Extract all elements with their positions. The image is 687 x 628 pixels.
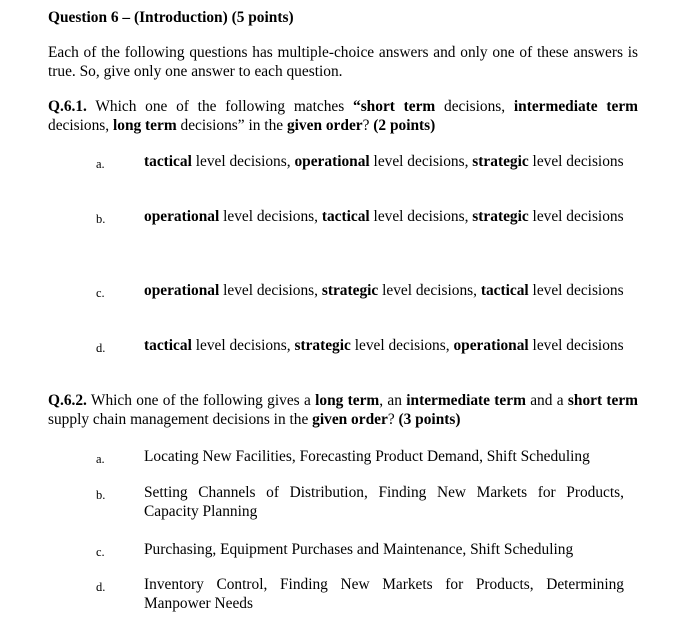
option-emphasis: tactical [144,337,192,354]
option-emphasis: strategic [472,208,529,225]
option-text: level decisions, [219,208,322,225]
prompt-text: , an [379,392,407,409]
question-number: Q.6.2. [48,392,87,409]
q2-option-a[interactable]: Locating New Facilities, Forecasting Product Demand, Shift Scheduling [144,448,590,465]
option-letter-b: b. [96,488,106,502]
q2-option-d[interactable]: Inventory Control, Finding New Markets for Products, Determining Manpower Needs [144,576,624,612]
prompt-text: ? [387,411,399,428]
q2-option-b[interactable]: Setting Channels of Distribution, Finding New Markets for Products, Capacity Planning [144,484,624,520]
option-emphasis: strategic [472,153,529,170]
q1-option-b[interactable] [144,207,624,226]
option-emphasis: operational [144,208,220,225]
q2-option-c[interactable]: Purchasing, Equipment Purchases and Maintenance, Shift Scheduling [144,541,574,558]
option-text: level decisions, [369,153,473,170]
option-emphasis: tactical [144,153,192,170]
option-text: level decisions [528,208,624,225]
prompt-emphasis: short term [567,392,639,409]
prompt-text: Which one of the following matches [86,98,353,115]
prompt-emphasis: given order [312,411,388,428]
points-label: (2 points) [373,117,436,134]
prompt-emphasis: intermediate term [513,98,638,115]
option-text: level decisions, [369,208,473,225]
points-label: (3 points) [398,411,461,428]
option-text: level decisions, [191,337,295,354]
option-text: level decisions [528,282,624,299]
prompt-emphasis: given order [286,117,363,134]
option-emphasis: operational [144,282,220,299]
option-letter-d: d. [96,580,106,594]
prompt-emphasis: long term [112,117,177,134]
instructions-paragraph: Each of the following questions has multiple-choice answers and only one of these answers is true. So, give only one answer to each question. [48,44,638,80]
option-text: level decisions [528,153,624,170]
option-emphasis: tactical [321,208,370,225]
option-emphasis: tactical [480,282,529,299]
option-emphasis: strategic [294,337,351,354]
option-emphasis: strategic [321,282,379,299]
option-letter-a: a. [96,452,105,466]
prompt-emphasis: long term [315,392,380,409]
option-emphasis: operational [294,153,370,170]
question-heading: Question 6 – (Introduction) (5 points) [48,9,294,26]
prompt-emphasis: intermediate term [406,392,526,409]
question-6-1-prompt [48,97,638,135]
option-text: level decisions [528,337,624,354]
option-letter-d: d. [96,341,106,355]
option-letter-b: b. [96,212,106,226]
question-number: Q.6.1. [48,98,87,115]
prompt-text: decisions, [48,117,113,134]
option-letter-c: c. [96,545,105,559]
option-emphasis: operational [453,337,529,354]
prompt-text: Which one of the following gives a [86,392,316,409]
option-letter-a: a. [96,157,105,171]
question-6-2-prompt [48,391,638,429]
q1-option-a[interactable] [144,152,624,171]
q1-option-d[interactable] [144,336,624,355]
option-text: level decisions, [378,282,481,299]
option-letter-c: c. [96,286,105,300]
prompt-text: supply chain management decisions in the [48,411,313,428]
prompt-text: ? [362,117,374,134]
prompt-text: decisions, [435,98,514,115]
option-text: level decisions, [219,282,322,299]
prompt-text: and a [525,392,568,409]
option-text: level decisions, [350,337,454,354]
prompt-text: decisions” in the [176,117,287,134]
option-text: level decisions, [191,153,295,170]
q1-option-c[interactable] [144,281,624,300]
prompt-emphasis: “short term [353,98,436,115]
